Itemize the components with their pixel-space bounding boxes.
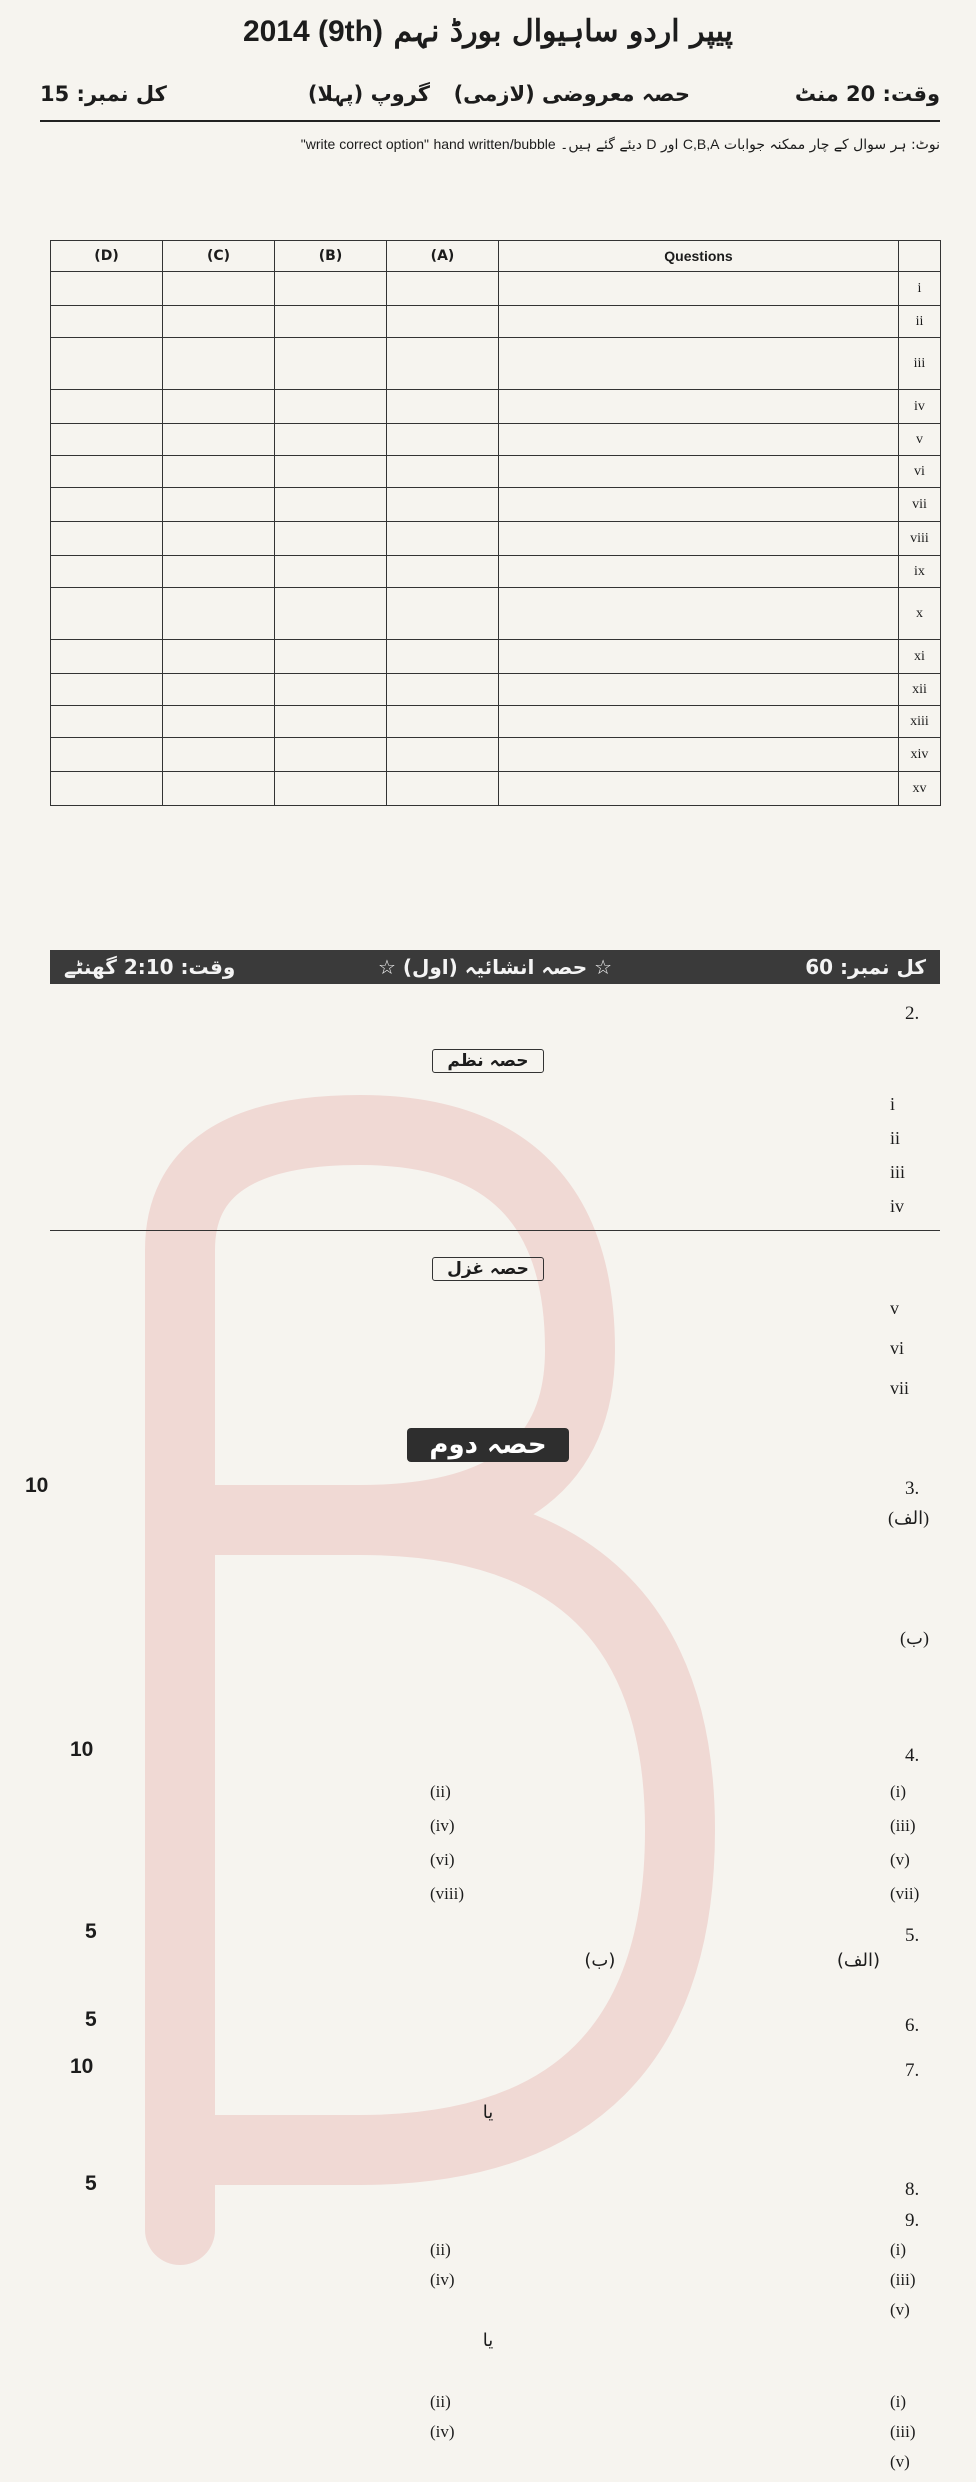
mcq-option-b [275,272,387,306]
q8-number: 8. [905,2179,920,2200]
mcq-question [499,390,899,424]
mcq-option-a [387,556,499,588]
mcq-row [51,424,941,456]
mcq-option-d [51,488,163,522]
col-c-header: (C) [163,241,275,272]
mcq-option-d [51,640,163,674]
mcq-option-b [275,522,387,556]
mcq-row [51,772,941,806]
time-label: وقت: 20 منٹ [794,82,940,106]
verse-number: ii [890,1128,901,1148]
mcq-question [499,738,899,772]
mcq-option-b [275,706,387,738]
mcq-option-c [163,556,275,588]
q5-options: (الف) (ب) [584,1950,880,1971]
item-number: (viii) [430,1884,464,1903]
section-one-time: وقت: 2:10 گھنٹے [64,955,236,979]
instructions-note: نوٹ: ہر سوال کے چار ممکنہ جوابات C,B,A اور D دیئے گئے ہیں۔ "write correct option" hand written/bubble [300,136,940,153]
mcq-question [499,674,899,706]
mcq-option-b [275,674,387,706]
paper-header [40,82,940,116]
mcq-number: ii [899,306,941,338]
verse-number: iv [890,1196,905,1216]
item-number: (v) [890,2300,910,2319]
mcq-option-d [51,424,163,456]
mcq-number: v [899,424,941,456]
mcq-row [51,306,941,338]
item-number: (iii) [890,2270,916,2289]
q3-bay-label: (ب) [900,1628,929,1648]
q5-marks: 5 [85,1920,97,1943]
mcq-option-b [275,456,387,488]
item-number: (v) [890,1850,910,1869]
mcq-option-a [387,272,499,306]
mcq-question [499,588,899,640]
q7-number: 7. [905,2060,920,2081]
q3-marks: 10 [25,1474,49,1497]
mcq-row [51,390,941,424]
q9-number: 9. [905,2210,920,2231]
mcq-option-d [51,772,163,806]
verse-number: vii [890,1378,910,1398]
mcq-row [51,738,941,772]
mcq-option-d [51,272,163,306]
mcq-question [499,338,899,390]
mcq-option-a [387,706,499,738]
header-divider [40,120,940,122]
mcq-number: xiii [899,706,941,738]
q3-alif-label: (الف) [888,1508,930,1528]
section-one-title: ☆ حصہ انشائیہ (اول) ☆ [377,955,613,979]
mcq-row [51,522,941,556]
mcq-option-a [387,456,499,488]
item-number: (ii) [430,1782,451,1801]
q7-or: یا [482,2102,494,2123]
col-a-header: (A) [387,241,499,272]
total-marks: کل نمبر: 15 [40,82,167,106]
mcq-option-c [163,424,275,456]
mcq-number: x [899,588,941,640]
q2-number: 2. [905,1003,920,1024]
mcq-option-c [163,588,275,640]
item-number: (ii) [430,2392,451,2411]
mcq-row [51,338,941,390]
mcq-option-d [51,706,163,738]
mcq-option-c [163,306,275,338]
mcq-option-a [387,338,499,390]
item-number: (vii) [890,1884,920,1903]
verse-line [40,1192,940,1226]
mcq-option-a [387,424,499,456]
item-number: (iv) [430,1816,455,1835]
verse-number: vi [890,1338,905,1358]
mcq-option-d [51,338,163,390]
mcq-option-a [387,390,499,424]
mcq-question [499,556,899,588]
item-number: (vi) [430,1850,455,1869]
mcq-option-c [163,640,275,674]
item-number: (ii) [430,2240,451,2259]
mcq-row [51,588,941,640]
section-one-band [50,950,940,984]
mcq-question [499,456,899,488]
q5-number: 5. [905,1925,920,1946]
section-two-title: حصہ دوم [0,1430,976,1460]
mcq-option-c [163,272,275,306]
mcq-option-d [51,738,163,772]
paper-title: پیپر اردو ساہیوال بورڈ نہم 2014 (9th) [242,14,734,49]
mcq-row [51,556,941,588]
verse-line [40,1158,940,1192]
mcq-option-a [387,522,499,556]
mcq-number: xv [899,772,941,806]
mcq-row [51,272,941,306]
mcq-option-c [163,456,275,488]
col-num-header [899,241,941,272]
mcq-option-a [387,772,499,806]
mcq-question [499,306,899,338]
mcq-option-c [163,488,275,522]
mcq-option-b [275,390,387,424]
verse-number: iii [890,1162,906,1182]
verse-number: i [890,1094,896,1114]
mcq-option-b [275,772,387,806]
mcq-option-a [387,640,499,674]
mcq-option-c [163,390,275,424]
col-b-header: (B) [275,241,387,272]
mcq-option-c [163,738,275,772]
mcq-option-a [387,588,499,640]
item-number: (i) [890,2392,907,2411]
mcq-option-b [275,306,387,338]
section-label: حصہ معروضی (لازمی) [453,82,690,106]
item-number: (i) [890,1782,907,1801]
mcq-row [51,706,941,738]
verse-line [40,1374,940,1408]
mcq-option-c [163,522,275,556]
q6-number: 6. [905,2015,920,2036]
mcq-number: xii [899,674,941,706]
verse-number: v [890,1298,899,1318]
verse-line [40,1124,940,1158]
q3-number: 3. [905,1478,920,1499]
mcq-row [51,674,941,706]
mcq-number: xiv [899,738,941,772]
mcq-question [499,640,899,674]
q4-number: 4. [905,1745,920,1766]
mcq-header-row [51,241,941,272]
ghazal-heading: حصہ غزل [0,1258,976,1279]
mcq-option-b [275,556,387,588]
mcq-option-c [163,706,275,738]
item-number: (iii) [890,1816,916,1835]
q6-marks: 5 [85,2008,97,2031]
item-number: (v) [890,2452,910,2471]
mcq-number: vii [899,488,941,522]
group-label: گروپ (پہلا) [307,82,430,106]
mcq-question [499,424,899,456]
mcq-option-a [387,488,499,522]
mcq-option-b [275,338,387,390]
mcq-option-b [275,640,387,674]
nazm-divider [50,1230,940,1231]
item-number: (iv) [430,2422,455,2441]
mcq-number: i [899,272,941,306]
nazm-heading: حصہ نظم [0,1050,976,1071]
section-one-total: کل نمبر: 60 [805,955,926,979]
verse-line [40,1294,940,1328]
mcq-option-a [387,674,499,706]
mcq-row [51,640,941,674]
mcq-number: viii [899,522,941,556]
item-number: (i) [890,2240,907,2259]
mcq-option-d [51,456,163,488]
mcq-option-d [51,522,163,556]
mcq-option-d [51,674,163,706]
mcq-option-d [51,306,163,338]
mcq-question [499,272,899,306]
q9-or: یا [482,2330,494,2351]
mcq-option-d [51,556,163,588]
verse-line [40,1090,940,1124]
mcq-question [499,488,899,522]
mcq-number: vi [899,456,941,488]
mcq-option-b [275,424,387,456]
col-questions-header: Questions [499,241,899,272]
mcq-option-b [275,488,387,522]
mcq-option-c [163,674,275,706]
mcq-option-d [51,390,163,424]
mcq-option-d [51,588,163,640]
q7-marks: 10 [70,2055,94,2078]
mcq-question [499,772,899,806]
mcq-number: xi [899,640,941,674]
mcq-option-b [275,588,387,640]
mcq-option-a [387,738,499,772]
mcq-question [499,706,899,738]
mcq-number: iv [899,390,941,424]
mcq-question [499,522,899,556]
mcq-option-a [387,306,499,338]
mcq-body [51,272,941,806]
mcq-option-b [275,738,387,772]
col-d-header: (D) [51,241,163,272]
q4-marks: 10 [70,1738,94,1761]
mcq-table [50,240,941,806]
item-number: (iii) [890,2422,916,2441]
item-number: (iv) [430,2270,455,2289]
mcq-number: ix [899,556,941,588]
q8-marks: 5 [85,2172,97,2195]
mcq-option-c [163,338,275,390]
mcq-number: iii [899,338,941,390]
mcq-row [51,456,941,488]
mcq-option-c [163,772,275,806]
mcq-row [51,488,941,522]
verse-line [40,1334,940,1368]
